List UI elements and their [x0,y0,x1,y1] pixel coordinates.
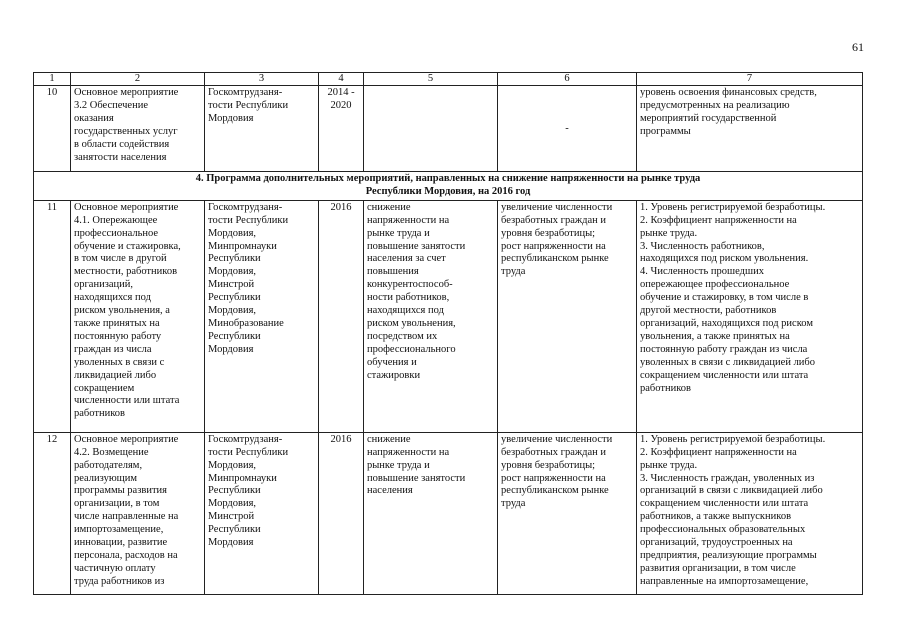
text-line: ликвидацией либо [74,369,157,381]
text-line: повышения [367,266,419,278]
goal-cell [364,200,498,432]
header-cell: 2 [71,73,205,86]
table-row [34,86,863,172]
text-line: обучение и стажировку, в том числе в [640,292,809,304]
text-line: Республики [208,253,261,265]
text-line: Республики [208,485,261,497]
text-line: Минпромнауки [208,240,277,252]
text-line: уровня безработицы; [501,227,596,239]
text-line: 2016 [330,201,352,213]
text-line: мероприятий государственной [640,112,777,124]
text-line: населения за счет [367,253,446,265]
text-line: рынке труда и [367,459,430,471]
text-line: работников [640,382,691,394]
text-line: 2016 [330,433,352,445]
text-line: Госкомтрудзаня- [208,201,283,213]
table-row [34,200,863,432]
text-line: работников [74,408,125,420]
text-line: предприятия, реализующие программы [640,549,817,561]
header-cell: 7 [637,73,863,86]
text-line: населения [367,485,413,497]
indicator-cell [637,432,863,594]
text-line: находящихся под [74,292,151,304]
text-line: напряженности на [367,446,450,458]
goal-cell [364,432,498,594]
text-line: организаций, находящихся под риском [640,317,813,329]
text-line: безработных граждан и [501,446,606,458]
text-line: в области содействия [74,138,170,150]
text-line: труда работников из [74,575,165,587]
text-line: профессионального [367,343,456,355]
text-line: постоянную работу граждан из числа [640,343,808,355]
text-line: Минстрой [208,279,255,291]
indicator-cell [637,86,863,172]
text-line: 4. Программа дополнительных мероприятий, направленных на снижение напряженности на рынке труда [195,173,701,184]
text-line: труда [501,498,526,510]
text-line: Основное мероприятие [74,87,179,98]
text-line: сокращением численности или штата [640,498,809,510]
text-line: конкурентоспособ- [367,279,453,291]
period-cell [319,432,364,594]
text-line: профессиональное [74,227,159,239]
program-table [33,72,863,595]
text-line: опережающее профессиональное [640,279,790,291]
text-line: государственных услуг [74,125,178,137]
header-cell: 3 [205,73,319,86]
table-row [34,432,863,594]
text-line: 4.2. Возмещение [74,446,149,458]
text-line: находящихся под [367,305,444,317]
text-line: 1. Уровень регистрируемой безработицы. [640,433,826,445]
text-line: организаций в связи с ликвидацией либо [640,485,823,497]
row-number: 11 [34,200,71,432]
text-line: организаций, трудоустроенных на [640,537,793,549]
text-line: тости Республики [208,99,289,111]
text-line: 1. Уровень регистрируемой безработицы. [640,201,826,213]
text-line: Госкомтрудзаня- [208,433,283,445]
header-cell: 5 [364,73,498,86]
text-line: Мордовия [208,343,254,355]
text-line: 2. Коэффициент напряженности на [640,446,797,458]
text-line: 3. Численность граждан, уволенных из [640,472,815,484]
text-line: занятости населения [74,151,167,163]
text-line: обучение и стажировка, [74,240,181,252]
text-line: другой местности, работников [640,305,777,317]
text-line: профессиональных образовательных [640,524,806,536]
goal-cell [364,86,498,172]
row-number: 12 [34,432,71,594]
text-line: Минобразование [208,317,284,329]
text-line: местности, работников [74,266,178,278]
text-line: персонала, расходов на [74,549,178,561]
text-line: обучения и [367,356,417,368]
text-line: увеличение численности [501,201,613,213]
text-line: сокращением численности или штата [640,369,809,381]
text-line: Мордовия [208,537,254,549]
consequence-cell [498,432,637,594]
indicator-cell [637,200,863,432]
page-number: 61 [852,40,864,54]
text-line: Минстрой [208,511,255,523]
text-line: 3. Численность работников, [640,240,765,252]
text-line: стажировки [367,369,421,381]
text-line: работников, а также выпускников [640,511,792,523]
text-line: сокращением [74,382,135,394]
text-line: рынке труда. [640,459,698,471]
text-line: снижение [367,433,411,445]
text-line: в том числе в другой [74,253,167,265]
text-line: уровень освоения финансовых средств, [640,87,817,98]
text-line: постоянную работу [74,330,162,342]
text-line: также принятых на [74,317,160,329]
text-line: республиканском рынке [501,253,609,265]
section-title [34,172,863,201]
consequence-cell: - [498,86,637,172]
text-line: повышение занятости [367,240,466,252]
event-cell [71,432,205,594]
row-number: 10 [34,86,71,172]
period-cell [319,86,364,172]
text-line: направленные на импортозамещение, [640,575,809,587]
text-line: Мордовия [208,112,254,124]
text-line: работодателям, [74,459,143,471]
executor-cell [205,432,319,594]
text-line: 4.1. Опережающее [74,214,158,226]
header-row [34,73,863,86]
text-line: ности работников, [367,292,450,304]
text-line: программы развития [74,485,167,497]
text-line: Основное мероприятие [74,433,179,445]
text-line: Минпромнауки [208,472,277,484]
text-line: уволенных в связи с [74,356,165,368]
text-line: увеличение численности [501,433,613,445]
text-line: Мордовия, [208,227,257,239]
header-cell: 6 [498,73,637,86]
text-line: уровня безработицы; [501,459,596,471]
text-line: Мордовия, [208,305,257,317]
text-line: рынке труда. [640,227,698,239]
text-line: граждан из числа [74,343,152,355]
text-line: Госкомтрудзаня- [208,87,283,98]
header-cell: 4 [319,73,364,86]
text-line: частичную оплату [74,562,156,574]
executor-cell [205,86,319,172]
text-line: риском увольнения, [367,317,456,329]
text-line: снижение [367,201,411,213]
text-line: организаций, [74,279,133,291]
text-line: программы [640,125,691,137]
text-line: Республики Мордовия, на 2016 год [365,185,531,197]
text-line: Республики [208,524,261,536]
text-line: импортозамещение, [74,524,164,536]
text-line: развития организации, в том числе [640,562,796,574]
executor-cell [205,200,319,432]
text-line: риском увольнения, а [74,305,170,317]
text-line: 2. Коэффициент напряженности на [640,214,797,226]
section-row [34,172,863,201]
text-line: реализующим [74,472,138,484]
event-cell [71,200,205,432]
text-line: посредством их [367,330,438,342]
text-line: тости Республики [208,214,289,226]
text-line: безработных граждан и [501,214,606,226]
text-line: Мордовия, [208,266,257,278]
text-line: 2014 - [327,87,355,98]
text-line: повышение занятости [367,472,466,484]
text-line: 2020 [330,99,352,111]
text-line: оказания [74,112,114,124]
text-line: инновации, развитие [74,537,168,549]
consequence-cell [498,200,637,432]
text-line: численности или штата [74,395,180,407]
period-cell [319,200,364,432]
text-line: Основное мероприятие [74,201,179,213]
text-line: рост напряженности на [501,472,606,484]
text-line: тости Республики [208,446,289,458]
text-line: организации, в том [74,498,160,510]
event-cell [71,86,205,172]
text-line: 3.2 Обеспечение [74,99,148,111]
text-line: увольнения, а также принятых на [640,330,790,342]
text-line: числе направленные на [74,511,179,523]
text-line: рынке труда и [367,227,430,239]
text-line: рост напряженности на [501,240,606,252]
text-line: республиканском рынке [501,485,609,497]
header-cell: 1 [34,73,71,86]
text-line: Республики [208,292,261,304]
text-line: находящихся под риском увольнения. [640,253,809,265]
text-line: предусмотренных на реализацию [640,99,790,111]
text-line: труда [501,266,526,278]
text-line: Мордовия, [208,498,257,510]
text-line: напряженности на [367,214,450,226]
text-line: Республики [208,330,261,342]
text-line: Мордовия, [208,459,257,471]
text-line: уволенных в связи с ликвидацией либо [640,356,816,368]
text-line: 4. Численность прошедших [640,266,764,278]
